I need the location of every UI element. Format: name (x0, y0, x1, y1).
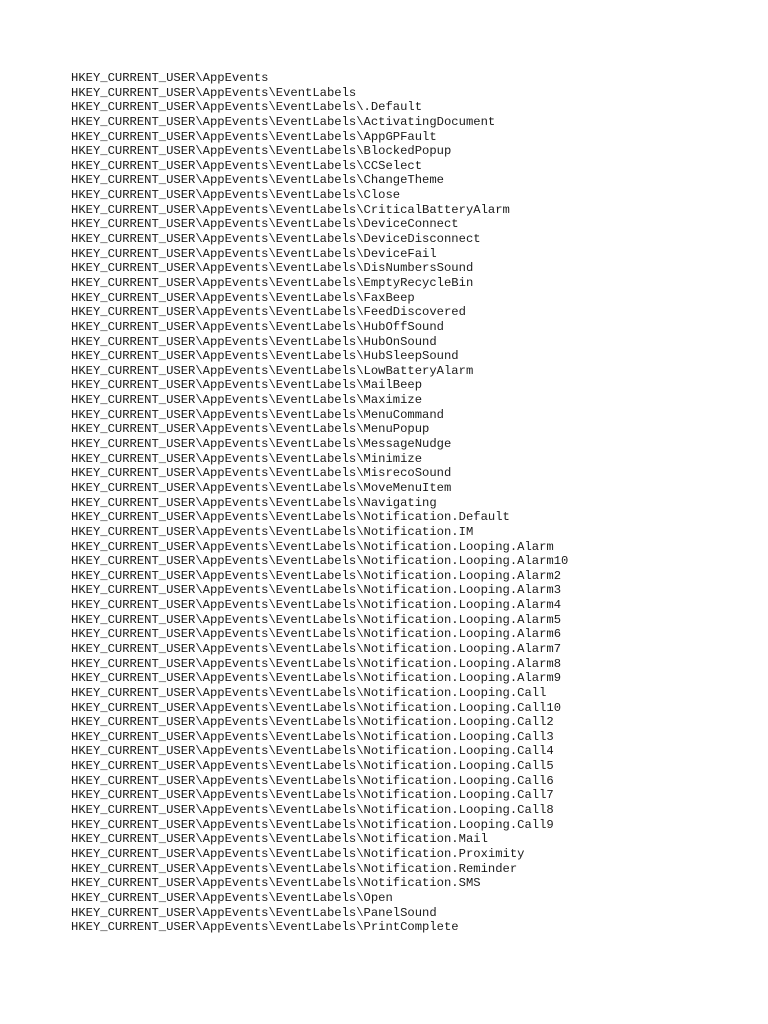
registry-key-line: HKEY_CURRENT_USER\AppEvents\EventLabels\Open (71, 890, 393, 905)
registry-key-line: HKEY_CURRENT_USER\AppEvents\EventLabels\Maximize (71, 393, 423, 408)
registry-key-line: HKEY_CURRENT_USER\AppEvents\EventLabels\.Default (71, 100, 423, 115)
registry-key-line: HKEY_CURRENT_USER\AppEvents\EventLabels\Notification.Looping.Alarm10 (71, 554, 569, 569)
registry-key-line: HKEY_CURRENT_USER\AppEvents\EventLabels\Notification.Looping.Call10 (71, 700, 562, 715)
registry-key-line: HKEY_CURRENT_USER\AppEvents\EventLabels\Notification.Reminder (71, 861, 518, 876)
registry-key-line: HKEY_CURRENT_USER\AppEvents\EventLabels\EmptyRecycleBin (71, 275, 474, 290)
registry-key-line: HKEY_CURRENT_USER\AppEvents\EventLabels\BlockedPopup (71, 144, 452, 159)
registry-key-line: HKEY_CURRENT_USER\AppEvents\EventLabels\MailBeep (71, 378, 423, 393)
registry-key-line: HKEY_CURRENT_USER\AppEvents\EventLabels\HubOffSound (71, 319, 444, 334)
registry-key-line: HKEY_CURRENT_USER\AppEvents\EventLabels\MisrecoSound (71, 466, 452, 481)
registry-key-line: HKEY_CURRENT_USER\AppEvents\EventLabels\AppGPFault (71, 129, 437, 144)
registry-key-line: HKEY_CURRENT_USER\AppEvents\EventLabels\Notification.Default (71, 510, 510, 525)
registry-key-line: HKEY_CURRENT_USER\AppEvents\EventLabels\HubOnSound (71, 334, 437, 349)
registry-key-line: HKEY_CURRENT_USER\AppEvents\EventLabels\Notification.Mail (71, 832, 488, 847)
registry-key-line: HKEY_CURRENT_USER\AppEvents\EventLabels\Notification.Looping.Alarm (71, 539, 554, 554)
registry-key-line: HKEY_CURRENT_USER\AppEvents\EventLabels\LowBatteryAlarm (71, 363, 474, 378)
registry-key-line: HKEY_CURRENT_USER\AppEvents\EventLabels\MoveMenuItem (71, 480, 452, 495)
registry-key-line: HKEY_CURRENT_USER\AppEvents\EventLabels\DeviceConnect (71, 217, 459, 232)
registry-key-line: HKEY_CURRENT_USER\AppEvents\EventLabels\Notification.Looping.Alarm4 (71, 598, 562, 613)
document-page (71, 71, 761, 935)
registry-key-line: HKEY_CURRENT_USER\AppEvents\EventLabels\Notification.Looping.Alarm2 (71, 568, 562, 583)
registry-key-line: HKEY_CURRENT_USER\AppEvents (71, 71, 269, 85)
registry-key-line: HKEY_CURRENT_USER\AppEvents\EventLabels\DeviceDisconnect (71, 232, 481, 247)
registry-key-list (71, 71, 761, 935)
registry-key-line: HKEY_CURRENT_USER\AppEvents\EventLabels\FeedDiscovered (71, 305, 466, 320)
registry-key-line: HKEY_CURRENT_USER\AppEvents\EventLabels\Notification.Looping.Call4 (71, 744, 554, 759)
registry-key-line: HKEY_CURRENT_USER\AppEvents\EventLabels\HubSleepSound (71, 349, 459, 364)
registry-key-line: HKEY_CURRENT_USER\AppEvents\EventLabels\PrintComplete (71, 920, 459, 935)
registry-key-line: HKEY_CURRENT_USER\AppEvents\EventLabels\Notification.Looping.Alarm6 (71, 627, 562, 642)
registry-key-line: HKEY_CURRENT_USER\AppEvents\EventLabels\FaxBeep (71, 290, 415, 305)
registry-key-line: HKEY_CURRENT_USER\AppEvents\EventLabels\CCSelect (71, 158, 423, 173)
registry-key-line: HKEY_CURRENT_USER\AppEvents\EventLabels\Close (71, 188, 401, 203)
registry-key-line: HKEY_CURRENT_USER\AppEvents\EventLabels\Notification.Looping.Call3 (71, 729, 554, 744)
registry-key-line: HKEY_CURRENT_USER\AppEvents\EventLabels\Minimize (71, 451, 423, 466)
registry-key-line: HKEY_CURRENT_USER\AppEvents\EventLabels\Notification.SMS (71, 876, 481, 891)
registry-key-line: HKEY_CURRENT_USER\AppEvents\EventLabels\Notification.Looping.Call (71, 685, 547, 700)
registry-key-line: HKEY_CURRENT_USER\AppEvents\EventLabels\Notification.IM (71, 524, 474, 539)
registry-key-line: HKEY_CURRENT_USER\AppEvents\EventLabels\ActivatingDocument (71, 114, 496, 129)
registry-key-line: HKEY_CURRENT_USER\AppEvents\EventLabels\Notification.Looping.Alarm3 (71, 583, 562, 598)
registry-key-line: HKEY_CURRENT_USER\AppEvents\EventLabels\Notification.Looping.Call5 (71, 759, 554, 774)
registry-key-line: HKEY_CURRENT_USER\AppEvents\EventLabels\Notification.Looping.Call8 (71, 803, 554, 818)
registry-key-line: HKEY_CURRENT_USER\AppEvents\EventLabels\Notification.Looping.Alarm5 (71, 612, 562, 627)
registry-key-line: HKEY_CURRENT_USER\AppEvents\EventLabels\MessageNudge (71, 437, 452, 452)
registry-key-line: HKEY_CURRENT_USER\AppEvents\EventLabels\Notification.Looping.Call2 (71, 715, 554, 730)
registry-key-line: HKEY_CURRENT_USER\AppEvents\EventLabels\MenuPopup (71, 422, 430, 437)
registry-key-line: HKEY_CURRENT_USER\AppEvents\EventLabels\ChangeTheme (71, 173, 444, 188)
registry-key-line: HKEY_CURRENT_USER\AppEvents\EventLabels\Notification.Looping.Call7 (71, 788, 554, 803)
registry-key-line: HKEY_CURRENT_USER\AppEvents\EventLabels\Notification.Looping.Alarm8 (71, 656, 562, 671)
registry-key-line: HKEY_CURRENT_USER\AppEvents\EventLabels\Navigating (71, 495, 437, 510)
registry-key-line: HKEY_CURRENT_USER\AppEvents\EventLabels\PanelSound (71, 905, 437, 920)
registry-key-line: HKEY_CURRENT_USER\AppEvents\EventLabels\DisNumbersSound (71, 261, 474, 276)
registry-key-line: HKEY_CURRENT_USER\AppEvents\EventLabels\Notification.Proximity (71, 846, 525, 861)
registry-key-line: HKEY_CURRENT_USER\AppEvents\EventLabels\Notification.Looping.Alarm7 (71, 641, 562, 656)
registry-key-line: HKEY_CURRENT_USER\AppEvents\EventLabels\MenuCommand (71, 407, 444, 422)
registry-key-line: HKEY_CURRENT_USER\AppEvents\EventLabels\Notification.Looping.Alarm9 (71, 671, 562, 686)
registry-key-line: HKEY_CURRENT_USER\AppEvents\EventLabels\CriticalBatteryAlarm (71, 202, 510, 217)
registry-key-line: HKEY_CURRENT_USER\AppEvents\EventLabels\Notification.Looping.Call6 (71, 773, 554, 788)
registry-key-line: HKEY_CURRENT_USER\AppEvents\EventLabels\Notification.Looping.Call9 (71, 817, 554, 832)
registry-key-line: HKEY_CURRENT_USER\AppEvents\EventLabels\DeviceFail (71, 246, 437, 261)
registry-key-line: HKEY_CURRENT_USER\AppEvents\EventLabels (71, 85, 357, 100)
